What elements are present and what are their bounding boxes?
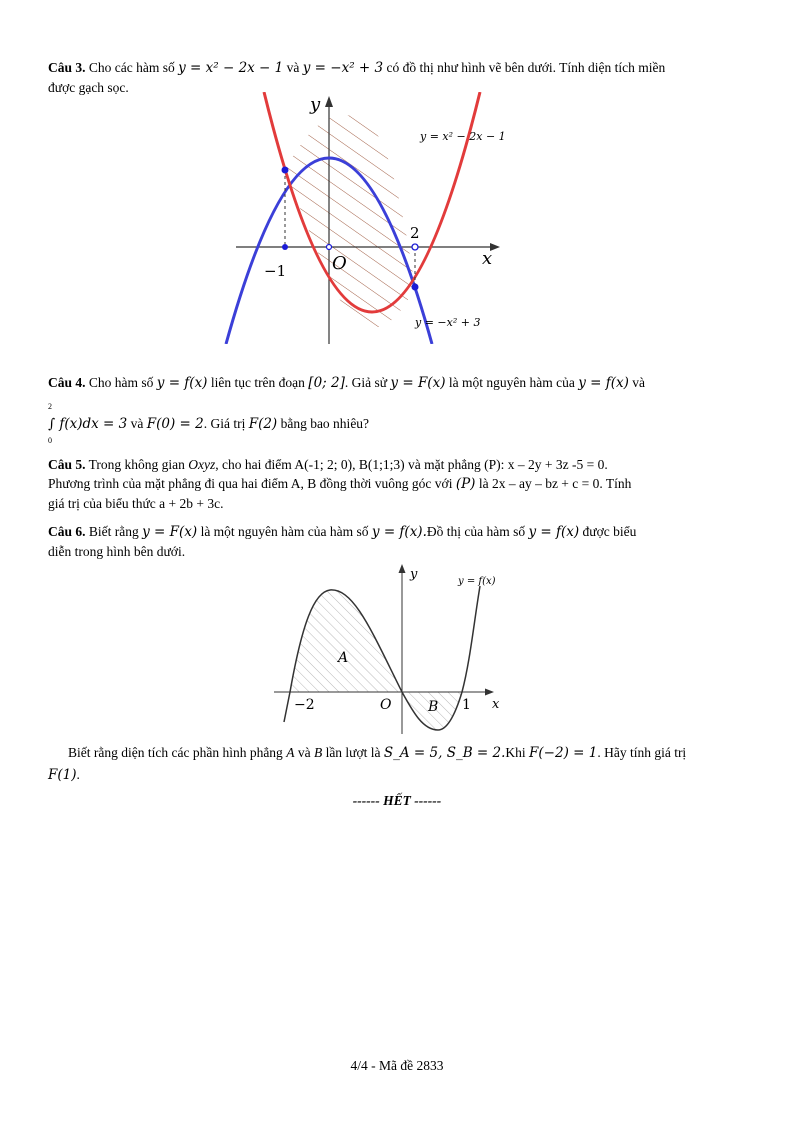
q3-hatched-region <box>285 115 415 328</box>
q6-after-c: lần lượt là <box>322 745 384 760</box>
q4-integral: ∫ f(x)dx = 3 <box>48 416 128 432</box>
q3-label-blue: y = −x² + 3 <box>415 316 481 329</box>
q3-y-label: y <box>310 94 321 115</box>
q6-y-arrow-icon <box>399 564 406 573</box>
q4-text-h: bằng bao nhiêu? <box>277 416 370 431</box>
question-6-label: Câu 6. <box>48 524 86 539</box>
q6-figure <box>268 562 518 734</box>
page-footer: 4/4 - Mã đề 2833 <box>350 1058 444 1073</box>
q6-after-d: Khi <box>505 745 530 760</box>
q3-figure <box>224 92 524 344</box>
q5-plane: (P) <box>455 476 476 492</box>
q6-after-b: và <box>294 745 314 760</box>
q5-line-3: giá trị của biểu thức a + 2b + 3c. <box>48 496 224 511</box>
q4-target: F(2) <box>248 416 278 432</box>
q5-line-2b: là 2x – ay – bz + c = 0. Tính <box>475 476 632 491</box>
q3-line-2: được gạch sọc. <box>48 80 129 95</box>
q6-text-c: Đồ thị của hàm số <box>426 524 529 539</box>
q4-text-e: và <box>628 375 645 390</box>
q6-x-label: x <box>492 697 500 712</box>
q3-text-c: có đồ thị như hình vẽ bên dưới. Tính diện tích miền <box>383 60 666 75</box>
q6-y-label: y <box>410 567 418 582</box>
q4-func-1: y = f(x) <box>156 375 208 391</box>
q3-function-1: y = x² − 2x − 1 <box>178 60 284 76</box>
q3-point-origin-ref <box>327 245 332 250</box>
q3-point-b <box>412 284 419 291</box>
q6-text-a: Biết rằng <box>85 524 143 539</box>
q4-condition: F(0) = 2 <box>146 416 204 432</box>
q6-after-e: . Hãy tính giá trị <box>597 745 687 760</box>
q6-tick-neg2: −2 <box>294 697 315 713</box>
q6-region-a-label: A <box>338 650 349 666</box>
q3-point-a <box>282 167 289 174</box>
q6-line-2: diễn trong hình bên dưới. <box>48 544 186 559</box>
end-marker: ------ HẾT ------ <box>352 793 442 808</box>
q4-text-d: là một nguyên hàm của <box>445 375 579 390</box>
q6-tick-1: 1 <box>462 697 471 713</box>
q6-func-1: y = F(x) <box>142 524 198 540</box>
q6-func-3: y = f(x) <box>528 524 580 540</box>
q4-text-c: . Giả sử <box>344 375 391 390</box>
q6-target-line <box>48 765 748 785</box>
question-4 <box>48 373 748 393</box>
q6-after-a: Biết rằng diện tích các phần hình phẳng <box>68 745 287 760</box>
q6-areas: S_A = 5, S_B = 2. <box>383 745 506 761</box>
q4-text-g: . Giá trị <box>203 416 249 431</box>
q6-region-a-shape <box>290 590 402 692</box>
q3-point-neg1 <box>282 244 288 250</box>
q4-text-f: và <box>127 416 147 431</box>
q6-statement <box>68 743 748 763</box>
q3-text-a: Cho các hàm số <box>85 60 179 75</box>
q3-label-red: y = x² − 2x − 1 <box>420 130 506 143</box>
q3-function-2: y = −x² + 3 <box>302 60 384 76</box>
question-5-label: Câu 5. <box>48 457 86 472</box>
q6-region-b-label: B <box>428 699 439 715</box>
q6-a-name: A <box>286 745 295 760</box>
q3-origin-label: O <box>332 253 347 274</box>
q4-line-2 <box>48 414 748 434</box>
question-5 <box>48 455 748 513</box>
q3-y-arrow-icon <box>325 96 333 107</box>
q3-text-b: và <box>283 60 303 75</box>
q6-target: F(1) <box>48 767 77 783</box>
question-6 <box>48 522 748 561</box>
q6-text-b: là một nguyên hàm của hàm số <box>197 524 372 539</box>
q4-text-b: liên tục trên đoạn <box>207 375 309 390</box>
q5-text-a: Trong không gian <box>85 457 189 472</box>
question-3-label: Câu 3. <box>48 60 86 75</box>
q4-func-3: y = f(x) <box>578 375 629 391</box>
q6-text-d: được biểu <box>579 524 637 539</box>
q3-tick-neg1: −1 <box>264 262 287 280</box>
q6-x-arrow-icon <box>485 689 494 696</box>
q5-line-2a: Phương trình của mặt phẳng đi qua hai điểm A, B đồng thời vuông góc với <box>48 476 456 491</box>
q4-text-a: Cho hàm số <box>85 375 157 390</box>
q3-tick-2: 2 <box>410 224 420 242</box>
q6-after-f: . <box>76 767 80 782</box>
q5-text-b: , cho hai điểm A(-1; 2; 0), B(1;1;3) và mặt phẳng (P): x – 2y + 3z -5 = 0. <box>215 457 608 472</box>
q4-func-2: y = F(x) <box>390 375 446 391</box>
q6-origin-label: O <box>380 697 392 713</box>
question-4-label: Câu 4. <box>48 375 86 390</box>
q3-x-label: x <box>482 248 493 269</box>
q5-space: Oxyz <box>188 457 216 472</box>
q4-int-upper: 2 <box>48 402 52 411</box>
q6-func-2: y = f(x). <box>371 524 427 540</box>
q6-condition: F(−2) = 1 <box>529 745 598 761</box>
q3-point-2 <box>412 244 418 250</box>
q6-b-name: B <box>313 745 323 760</box>
q4-interval: [0; 2] <box>308 375 345 391</box>
q4-int-lower: 0 <box>48 436 52 445</box>
q6-curve-label: y = f(x) <box>458 576 496 587</box>
